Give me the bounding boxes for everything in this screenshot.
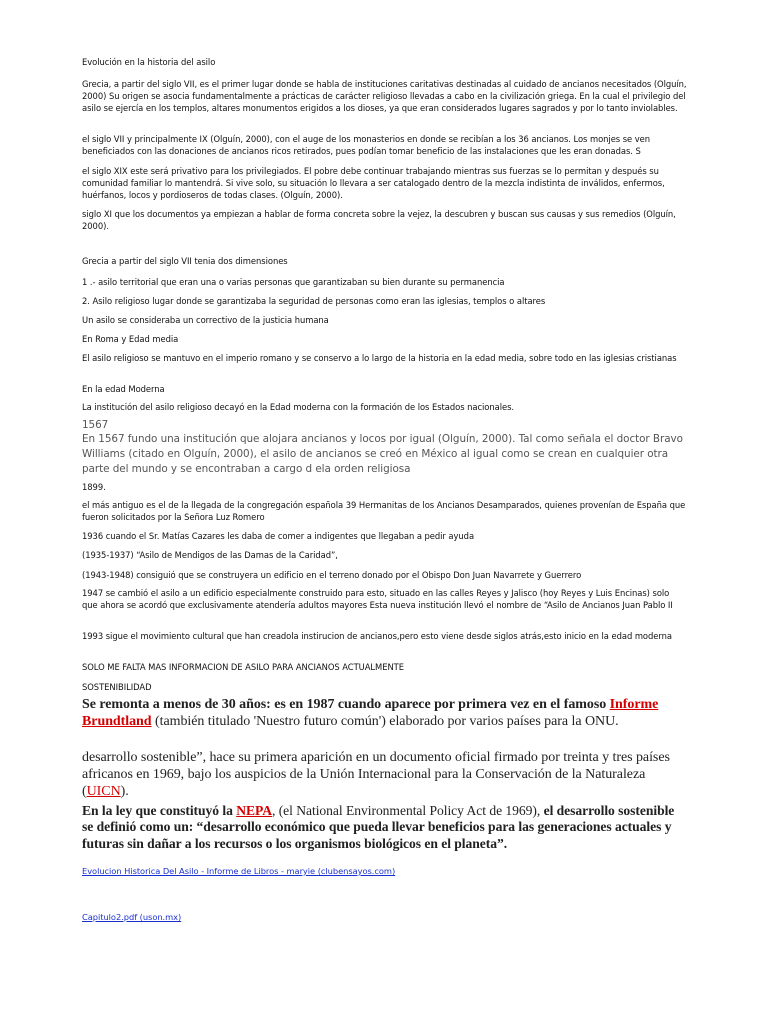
paragraph-monasterios: el siglo VII y principalmente IX (Olguín, 2000), con el auge de los monasterios en donde se recibían a los 36 ancianos. Los monjes se ven beneficiados con las donaciones de ancianos ricos retirados, pues podían tomar beneficio de las instalaciones que les eran donadas. S xyxy=(82,134,651,157)
paragraph-1943-1948: (1943-1948) consiguió que se construyera un edificio en el terreno donado por el Obispo Don Juan Navarrete y Guerrero xyxy=(82,570,582,580)
nepa-definition-text: el desarrollo sostenible se definió como un: “desarrollo económico que pueda llevar beneficios para las generaciones actuales y futuras sin dañar a los recursos o los organismos biológicos en el planeta”. xyxy=(82,803,675,851)
document-title: Evolución en la historia del asilo xyxy=(82,57,216,67)
year-1899: 1899. xyxy=(82,482,106,492)
paragraph-1567: En 1567 fundo una institución que alojara ancianos y locos por igual (Olguín, 2000). Tal como señala el doctor Bravo Williams (citado en Olguín, 2000), el asilo de ancianos se creó en México al igual como se crean en cualquier otra parte del mundo y se encontraban a cargo d ela orden religiosa xyxy=(82,433,683,475)
paragraph-desarrollo-sostenible xyxy=(82,750,687,800)
year-1567: 1567 xyxy=(82,419,109,431)
source-link-uson-row xyxy=(82,911,687,923)
paragraph-brundtland xyxy=(82,697,687,731)
informe-brundtland-link[interactable]: Informe Brundtland xyxy=(82,697,659,729)
heading-sostenibilidad: SOSTENIBILIDAD xyxy=(82,682,152,692)
paragraph-hermanitas: el más antiguo es el de la llegada de la congregación española 39 Hermanitas de los Ancianos Desamparados, quienes provenían de España que fueron solicitados por la Señora Luz Romero xyxy=(82,500,686,523)
brundtland-rest-text: (también titulado 'Nuestro futuro común') elaborado por varios países para la ONU. xyxy=(151,713,619,729)
paragraph-imperio-romano: El asilo religioso se mantuvo en el imperio romano y se conservo a lo largo de la historia en la edad media, sobre todo en las iglesias cristianas xyxy=(82,353,677,363)
heading-roma-edad-media: En Roma y Edad media xyxy=(82,334,179,344)
paragraph-siglo-xi: siglo XI que los documentos ya empiezan a hablar de forma concreta sobre la vejez, la descubren y buscan sus causas y sus remedios (Olguín, 2000). xyxy=(82,209,676,232)
list-item-asilo-territorial: 1 .- asilo territorial que eran una o varias personas que garantizaban su bien durante su permanencia xyxy=(82,277,505,287)
uicn-link[interactable]: UICN xyxy=(86,783,121,799)
paragraph-1936: 1936 cuando el Sr. Matías Cazares les daba de comer a indigentes que llegaban a pedir ayuda xyxy=(82,531,475,541)
paragraph-siglo-xix: el siglo XIX este será privativo para los privilegiados. El pobre debe continuar trabajando mientras sus fuerzas se lo permitan y después su comunidad familiar lo mantendrá. Si vive solo, su situación lo llevara a ser catalogado dentro de la mezcla indistinta de inválidos, enfermos, huérfanos, locos y pordioseros de todas clases. (Olguín, 2000). xyxy=(82,166,665,201)
heading-edad-moderna: En la edad Moderna xyxy=(82,384,165,394)
source-link-clubensayos[interactable]: Evolucion Historica Del Asilo - Informe de Libros - maryie (clubensayos.com) xyxy=(82,866,396,876)
desarrollo-text: desarrollo sostenible”, hace su primera aparición en un documento oficial firmado por treinta y tres países africanos en 1969, bajo los auspicios de la Unión Internacional para la Conservación de la Naturaleza ( xyxy=(82,750,670,799)
paragraph-estados-nacionales: La institución del asilo religioso decayó en la Edad moderna con la formación de los Estados nacionales. xyxy=(82,402,515,412)
desarrollo-end-text: ). xyxy=(120,783,129,799)
nepa-mid-text: , (el National Environmental Policy Act de 1969), xyxy=(272,803,544,818)
source-link-clubensayos-row xyxy=(82,865,687,877)
paragraph-grecia-origen: Grecia, a partir del siglo VII, es el primer lugar donde se habla de instituciones caritativas destinadas al cuidado de ancianos necesitados (Olguín, 2000) Su origen se asocia fundamentalmente a prácticas de carácter religioso llevadas a cabo en la civilización griega. En la cual el privilegio del asilo se ejercía en los templos, altares monumentos erigidos a los dioses, ya que eran considerados lugares sagrados y por lo tanto inviolables. xyxy=(82,79,687,114)
source-link-uson[interactable]: Capitulo2.pdf (uson.mx) xyxy=(82,912,182,922)
nepa-link[interactable]: NEPA xyxy=(236,803,272,818)
brundtland-bold-text: Se remonta a menos de 30 años: es en 1987 cuando aparece por primera vez en el famoso xyxy=(82,697,610,712)
paragraph-1935-1937: (1935-1937) “Asilo de Mendigos de las Damas de la Caridad”, xyxy=(82,550,338,560)
nepa-bold-text: En la ley que constituyó la xyxy=(82,803,237,818)
paragraph-1947: 1947 se cambió el asilo a un edificio especialmente construido para esto, situado en las calles Reyes y Jalisco (hoy Reyes y Luis Encinas) solo que ahora se acordó que exclusivamente atendería adultos mayores Esta nueva institución llevó el nombre de “Asilo de Ancianos Juan Pablo II xyxy=(82,588,673,611)
paragraph-nepa xyxy=(82,803,687,852)
paragraph-1993: 1993 sigue el movimiento cultural que han creadola instirucion de ancianos,pero esto viene desde siglos atrás,esto inicio en la edad moderna xyxy=(82,631,672,641)
note-falta-informacion: SOLO ME FALTA MAS INFORMACION DE ASILO PARA ANCIANOS ACTUALMENTE xyxy=(82,662,404,672)
paragraph-dos-dimensiones: Grecia a partir del siglo VII tenia dos dimensiones xyxy=(82,256,288,266)
paragraph-correctivo: Un asilo se consideraba un correctivo de la justicia humana xyxy=(82,315,329,325)
list-item-asilo-religioso: 2. Asilo religioso lugar donde se garantizaba la seguridad de personas como eran las iglesias, templos o altares xyxy=(82,296,546,306)
